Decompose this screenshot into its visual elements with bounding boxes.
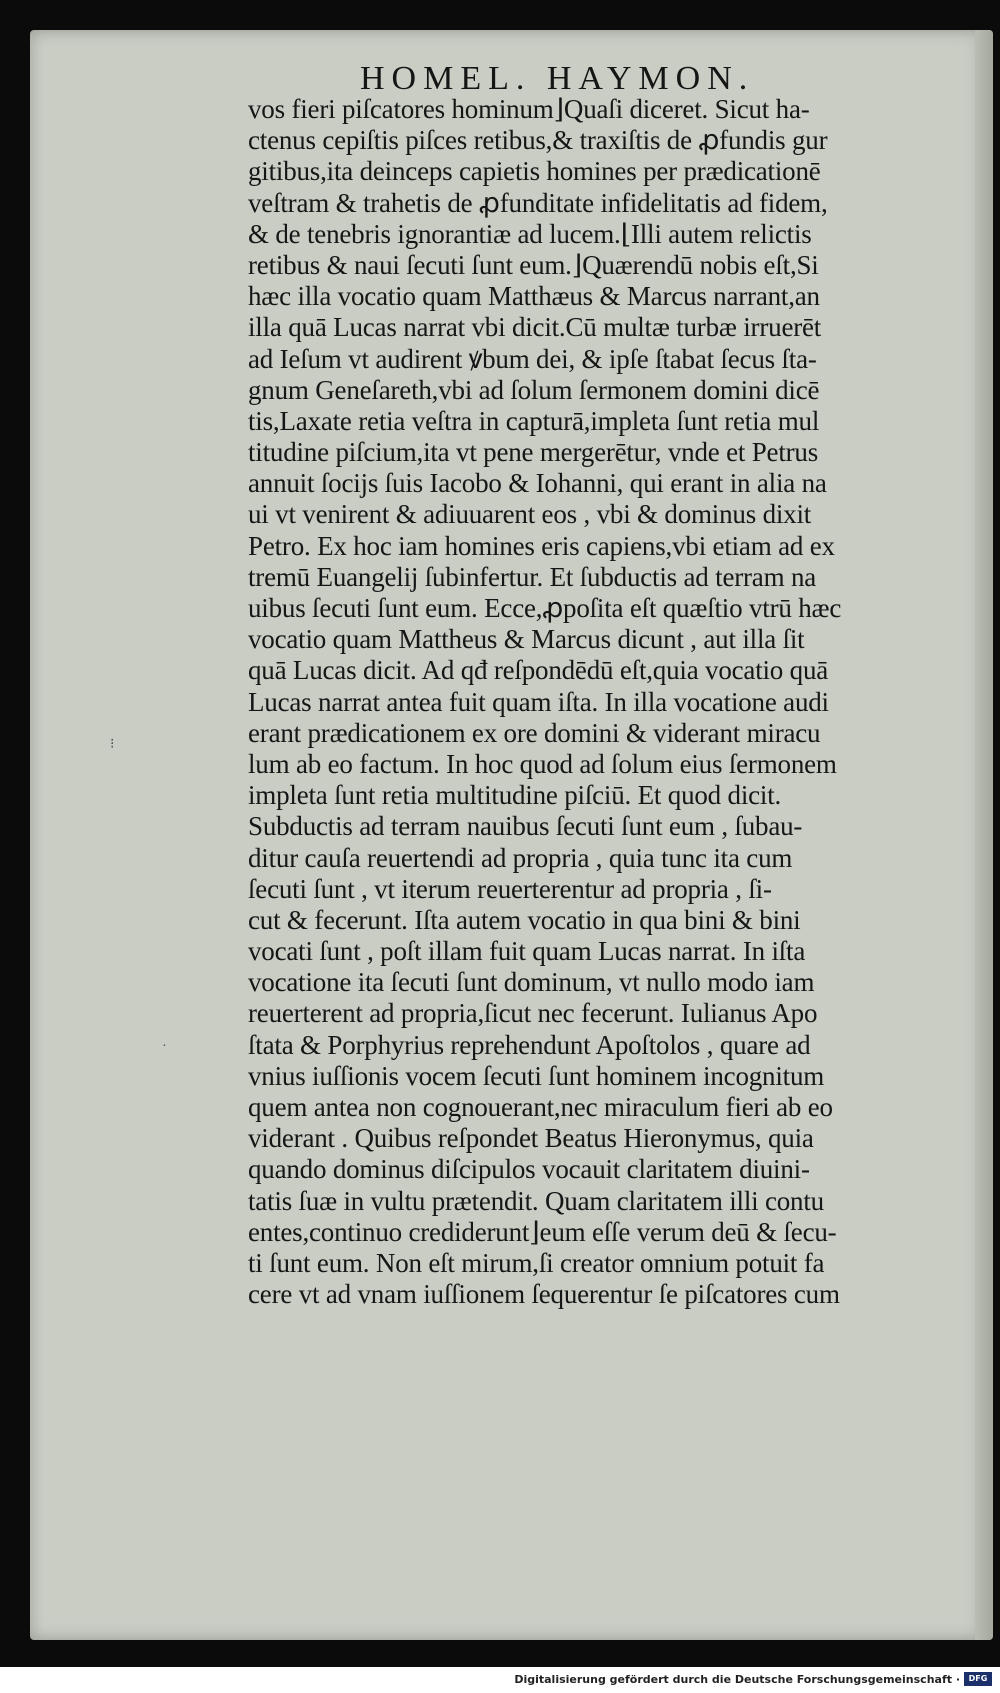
text-line: Subductis ad terram nauibus ſecuti ſunt eum , ſubau-	[248, 811, 803, 842]
text-line: vocati ſunt , poſt illam fuit quam Lucas narrat. In iſta	[248, 936, 806, 967]
text-line: ſtata & Porphyrius reprehendunt Apoſtolos , quare ad	[248, 1029, 811, 1060]
text-line: impleta ſunt retia multitudine piſciū. Et quod dicit.	[248, 780, 782, 811]
text-line: tremū Euangelij ſubinfertur. Et ſubductis ad terram na	[248, 561, 817, 592]
margin-annotation-mark: ⁝	[110, 737, 115, 752]
running-head: HOMEL. HAYMON.	[360, 60, 755, 97]
text-line: annuit ſocijs ſuis Iacobo & Iohanni, qui erant in alia na	[248, 468, 827, 499]
dfg-logo: DFG	[964, 1672, 992, 1686]
text-line: retibus & naui ſecuti ſunt eum.⌋Quærendū nobis eſt,Si	[248, 249, 819, 280]
text-line: gitibus,ita deinceps capietis homines per prædicationē	[248, 156, 821, 187]
text-line: entes,continuo crediderunt⌋eum eſſe verum deū & ſecu-	[248, 1216, 837, 1247]
text-line: vos fieri piſcatores hominum⌋Quaſi diceret. Sicut ha-	[248, 94, 810, 124]
text-line: veſtram & trahetis de ꝓfunditate infidelitatis ad fidem,	[248, 187, 828, 218]
text-line: uibus ſecuti ſunt eum. Ecce,ꝓpoſita eſt quæſtio vtrū hæc	[248, 593, 842, 623]
text-line: erant prædicationem ex ore domini & viderant miracu	[248, 717, 821, 748]
text-line: lum ab eo factum. In hoc quod ad ſolum eius ſermonem	[248, 748, 837, 779]
text-line: Lucas narrat antea fuit quam iſta. In illa vocatione audi	[248, 686, 829, 717]
text-line: titudine piſcium,ita vt pene mergerētur, vnde et Petrus	[248, 437, 819, 468]
text-line: quem antea non cognouerant,nec miraculum fieri ab eo	[248, 1092, 833, 1122]
text-line: ad Ieſum vt audirent ꝟbum dei, & ipſe ſtabat ſecus ſta-	[248, 343, 817, 374]
text-line: hæc illa vocatio quam Matthæus & Marcus narrant,an	[248, 281, 820, 312]
book-page	[30, 30, 993, 1640]
text-line: ſecuti ſunt , vt iterum reuerterentur ad propria , ſi-	[248, 873, 772, 904]
text-line: & de tenebris ignorantiæ ad lucem.⌊Illi autem relictis	[248, 218, 812, 249]
text-line: vocatio quam Mattheus & Marcus dicunt , aut illa ſit	[248, 624, 805, 655]
text-line: gnum Geneſareth,vbi ad ſolum ſermonem domini dicē	[248, 374, 820, 405]
text-line: tis,Laxate retia veſtra in capturā,impleta ſunt retia mul	[248, 405, 820, 436]
footer-credit: Digitalisierung gefördert durch die Deutsche Forschungsgemeinschaft ·	[514, 1673, 960, 1686]
text-line: viderant . Quibus reſpondet Beatus Hieronymus, quia	[248, 1123, 814, 1154]
text-line: reuerterent ad propria,ſicut nec fecerunt. Iulianus Apo	[248, 998, 818, 1029]
text-line: tatis ſuæ in vultu prætendit. Quam claritatem illi contu	[248, 1185, 824, 1216]
text-line: quando dominus diſcipulos vocauit claritatem diuini-	[248, 1154, 810, 1185]
text-line: cut & fecerunt. Iſta autem vocatio in qua bini & bini	[248, 904, 801, 935]
text-line: cere vt ad vnam iuſſionem ſequerentur ſe piſcatores cum	[248, 1279, 840, 1310]
text-line: ui vt venirent & adiuuarent eos , vbi & dominus dixit	[248, 499, 812, 530]
text-line: ti ſunt eum. Non eſt mirum,ſi creator omnium potuit fa	[248, 1247, 825, 1278]
text-line: ctenus cepiſtis piſces retibus,& traxiſtis de ꝓfundis gur	[248, 125, 828, 156]
text-line: quā Lucas dicit. Ad qđ reſpondēdū eſt,quia vocatio quā	[248, 655, 829, 686]
margin-dot-mark: ·	[162, 1039, 167, 1054]
text-line: vocatione ita ſecuti ſunt dominum, vt nullo modo iam	[248, 967, 815, 998]
text-line: vnius iuſſionis vocem ſecuti ſunt hominem incognitum	[248, 1060, 825, 1091]
body-text-block	[248, 94, 978, 1310]
text-line: ditur cauſa reuertendi ad propria , quia tunc ita cum	[248, 842, 793, 873]
text-line: Petro. Ex hoc iam homines eris capiens,vbi etiam ad ex	[248, 530, 835, 561]
digitization-footer	[0, 1667, 1000, 1693]
text-line: illa quā Lucas narrat vbi dicit.Cū multæ turbæ irruerēt	[248, 312, 822, 343]
